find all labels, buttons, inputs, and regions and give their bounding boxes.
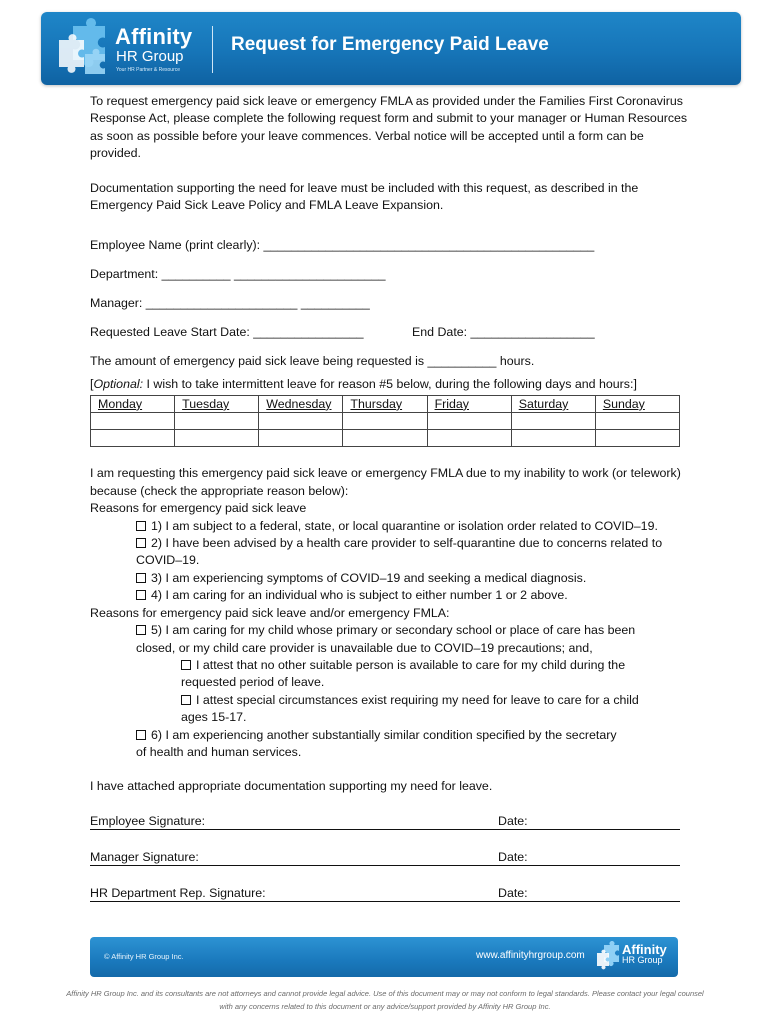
hours-cell[interactable] bbox=[259, 413, 343, 430]
footer-banner bbox=[90, 937, 678, 977]
footer-copyright: © Affinity HR Group Inc. bbox=[104, 952, 184, 961]
intro-paragraph-2: Documentation supporting the need for leave must be included with this request, as described in the Emergency Paid Sick Leave Policy and FMLA Leave Expansion. bbox=[90, 180, 639, 213]
reason-5-attest-1-text: I attest that no other suitable person is available to care for my child during the bbox=[196, 657, 626, 672]
reason-6 bbox=[90, 727, 690, 744]
hours-cell[interactable] bbox=[511, 430, 595, 447]
reason-5-attest-2-text: I attest special circumstances exist requiring my need for leave to care for a child bbox=[196, 692, 639, 707]
hours-cell[interactable] bbox=[175, 430, 259, 447]
reason-4-text: 4) I am caring for an individual who is subject to either number 1 or 2 above. bbox=[151, 588, 568, 603]
reasons-heading-fmla: Reasons for emergency paid sick leave and/or emergency FMLA: bbox=[90, 605, 450, 620]
checkbox[interactable] bbox=[136, 625, 146, 635]
reason-5-attest-2-cont: ages 15-17. bbox=[181, 710, 247, 725]
optional-text: I wish to take intermittent leave for reason #5 below, during the following days and hours:] bbox=[143, 377, 637, 392]
checkbox[interactable] bbox=[181, 695, 191, 705]
documentation-statement: I have attached appropriate documentation supporting my need for leave. bbox=[90, 779, 493, 794]
employee-signature-line[interactable] bbox=[90, 813, 680, 830]
logo-brand: Affinity bbox=[115, 24, 193, 49]
optional-intermittent-note bbox=[90, 376, 690, 393]
checkbox[interactable] bbox=[136, 590, 146, 600]
footer-logo-wordmark bbox=[622, 943, 667, 965]
hours-cell[interactable] bbox=[595, 430, 679, 447]
checkbox[interactable] bbox=[136, 573, 146, 583]
department-field[interactable]: Department: __________ ______________________ bbox=[90, 267, 386, 282]
checkbox[interactable] bbox=[136, 538, 146, 548]
checkbox[interactable] bbox=[181, 660, 191, 670]
day-header: Sunday bbox=[595, 396, 679, 413]
manager-date-label: Date: bbox=[498, 849, 528, 864]
hours-cell[interactable] bbox=[175, 413, 259, 430]
reason-6-cont: of health and human services. bbox=[136, 744, 302, 759]
form-body bbox=[90, 93, 690, 902]
reason-6-text: 6) I am experiencing another substantially similar condition specified by the secretary bbox=[151, 727, 617, 742]
reasons-lead: I am requesting this emergency paid sick leave or emergency FMLA due to my inability to work (or telework) because (check the appropriate reason below): bbox=[90, 466, 681, 498]
day-header: Tuesday bbox=[175, 396, 259, 413]
day-header: Thursday bbox=[343, 396, 427, 413]
reason-3-text: 3) I am experiencing symptoms of COVID–19 and seeking a medical diagnosis. bbox=[151, 570, 587, 585]
intermittent-days-table bbox=[90, 395, 680, 447]
header-divider bbox=[212, 26, 213, 73]
footer-logo-brand: Affinity bbox=[622, 942, 667, 957]
manager-field[interactable]: Manager: ______________________ __________ bbox=[90, 296, 370, 311]
employee-signature-label: Employee Signature: bbox=[90, 813, 206, 828]
header-banner bbox=[41, 12, 741, 85]
disclaimer-line-1: Affinity HR Group Inc. and its consultants are not attorneys and cannot provide legal advice. Use of this document may or may not conform to legal standards. Please contact your legal counsel bbox=[66, 989, 704, 998]
checkbox[interactable] bbox=[136, 521, 146, 531]
checkbox[interactable] bbox=[136, 730, 146, 740]
day-header: Saturday bbox=[511, 396, 595, 413]
puzzle-logo-icon bbox=[55, 18, 115, 78]
hours-cell[interactable] bbox=[511, 413, 595, 430]
hours-cell[interactable] bbox=[91, 413, 175, 430]
legal-disclaimer bbox=[30, 987, 740, 1013]
intro-paragraph-1: To request emergency paid sick leave or emergency FMLA as provided under the Families First Coronavirus Response Act, please complete the following request form and submit to your manager or Human Resources as soon as possible before your leave commences. Verbal notice will be accepted until a form can be provided. bbox=[90, 94, 688, 161]
reason-5-text: 5) I am caring for my child whose primary or secondary school or place of care has been bbox=[151, 623, 636, 638]
hours-cell[interactable] bbox=[343, 430, 427, 447]
footer-website: www.affinityhrgroup.com bbox=[476, 950, 585, 961]
optional-bracket: [ bbox=[90, 377, 94, 392]
hr-signature-label: HR Department Rep. Signature: bbox=[90, 885, 266, 900]
table-row bbox=[91, 430, 680, 447]
hours-field[interactable]: The amount of emergency paid sick leave being requested is __________ hours. bbox=[90, 354, 535, 369]
optional-label: Optional: bbox=[93, 377, 144, 392]
puzzle-logo-icon bbox=[595, 941, 623, 971]
hours-cell[interactable] bbox=[91, 430, 175, 447]
employee-date-label: Date: bbox=[498, 813, 528, 828]
logo-subtitle: HR Group bbox=[116, 48, 184, 65]
reason-4 bbox=[90, 587, 690, 604]
day-header: Wednesday bbox=[259, 396, 343, 413]
employee-name-field[interactable]: Employee Name (print clearly): ________________________________________________ bbox=[90, 238, 595, 253]
hours-cell[interactable] bbox=[427, 413, 511, 430]
manager-signature-label: Manager Signature: bbox=[90, 849, 199, 864]
intro bbox=[90, 93, 690, 214]
hr-signature-line[interactable] bbox=[90, 885, 680, 902]
reasons-section bbox=[90, 465, 690, 761]
footer-logo-subtitle: HR Group bbox=[622, 955, 663, 965]
hours-cell[interactable] bbox=[427, 430, 511, 447]
hours-cell[interactable] bbox=[595, 413, 679, 430]
table-row bbox=[91, 413, 680, 430]
reason-5-cont: closed, or my child care provider is unavailable due to COVID–19 precautions; and, bbox=[136, 640, 593, 655]
manager-signature-line[interactable] bbox=[90, 849, 680, 866]
reason-5 bbox=[90, 622, 690, 639]
day-header: Monday bbox=[91, 396, 175, 413]
reason-2-text: 2) I have been advised by a health care provider to self-quarantine due to concerns related to bbox=[151, 536, 663, 551]
leave-dates-row bbox=[90, 318, 690, 347]
hours-cell[interactable] bbox=[259, 430, 343, 447]
table-header-row bbox=[91, 396, 680, 413]
hr-date-label: Date: bbox=[498, 885, 528, 900]
reason-2 bbox=[90, 535, 690, 552]
end-date-field[interactable]: End Date: __________________ bbox=[412, 325, 595, 340]
reason-1-text: 1) I am subject to a federal, state, or local quarantine or isolation order related to COVID–19. bbox=[151, 518, 658, 533]
reason-2-cont: COVID–19. bbox=[136, 553, 200, 568]
page-title: Request for Emergency Paid Leave bbox=[231, 34, 549, 55]
reasons-heading-sick: Reasons for emergency paid sick leave bbox=[90, 501, 307, 516]
logo-wordmark bbox=[115, 26, 192, 73]
reason-5-attest-1-cont: requested period of leave. bbox=[181, 675, 325, 690]
disclaimer-line-2: with any concerns related to this document or any advice/support provided by Affinity HR Group Inc. bbox=[219, 1002, 551, 1011]
reason-5-attest-1 bbox=[90, 657, 690, 674]
reason-3 bbox=[90, 570, 690, 587]
day-header: Friday bbox=[427, 396, 511, 413]
reason-5-attest-2 bbox=[90, 692, 690, 709]
start-date-field[interactable]: Requested Leave Start Date: ________________ bbox=[90, 325, 364, 340]
reason-1 bbox=[90, 518, 690, 535]
logo-tagline: Your HR Partner & Resource bbox=[116, 67, 181, 73]
hours-cell[interactable] bbox=[343, 413, 427, 430]
